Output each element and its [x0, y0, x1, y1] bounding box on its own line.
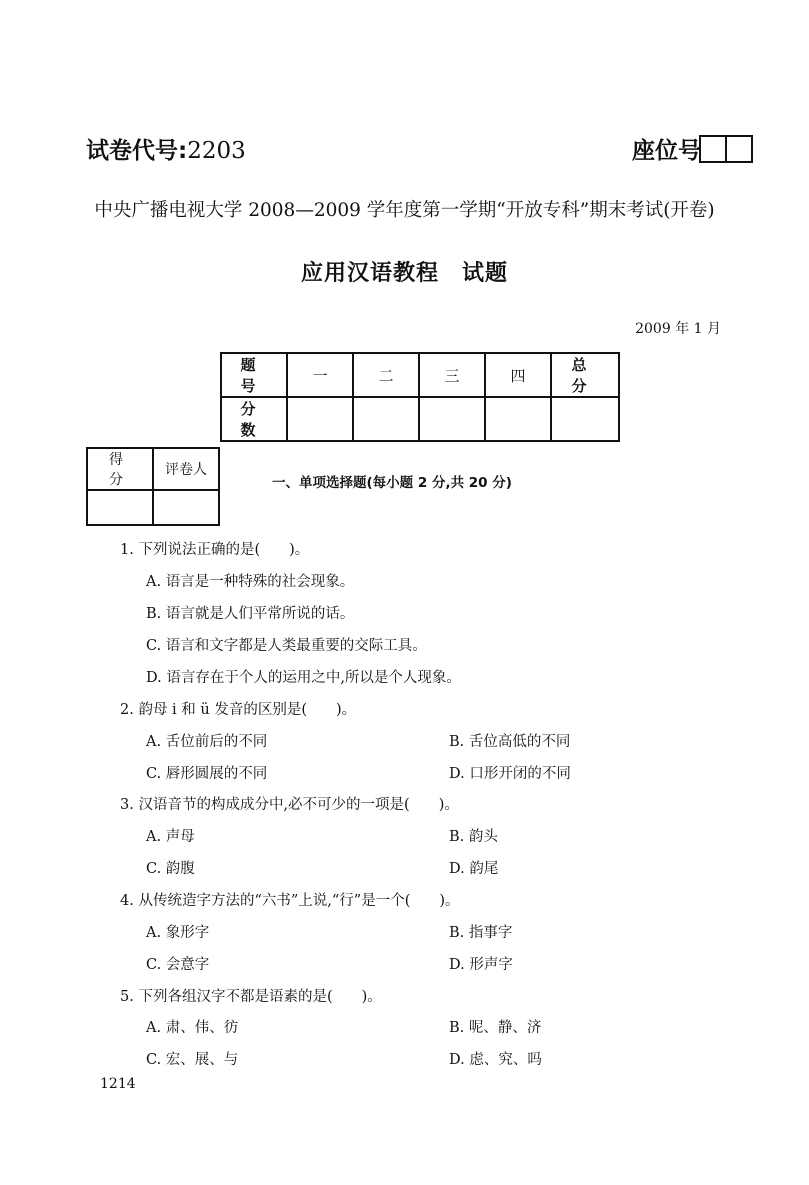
option: D. 口形开闭的不同 — [449, 766, 571, 782]
paper-code — [86, 132, 246, 165]
section-heading: 一、单项选择题(每小题 2 分,共 20 分) — [272, 475, 512, 491]
option: D. 虑、究、吗 — [449, 1052, 542, 1068]
option: C. 宏、展、与 — [146, 1052, 239, 1068]
option: C. 会意字 — [146, 957, 210, 973]
grader-name-label: 评卷人 — [153, 448, 219, 490]
seat-label: 座位号 — [632, 138, 701, 164]
grader-name-cell[interactable] — [153, 490, 219, 525]
option: A. 舌位前后的不同 — [146, 734, 268, 750]
score-table-cell: 四 — [485, 353, 551, 397]
paper-code-value: 2203 — [187, 138, 246, 164]
option: B. 语言就是人们平常所说的话。 — [146, 606, 355, 622]
option: C. 唇形圆展的不同 — [146, 766, 268, 782]
option: A. 象形字 — [146, 925, 210, 941]
option: A. 肃、伟、彷 — [146, 1020, 239, 1036]
score-table-header-row — [221, 353, 619, 397]
paper-code-label: 试卷代号: — [86, 138, 188, 164]
option: A. 声母 — [146, 829, 195, 845]
option: C. 语言和文字都是人类最重要的交际工具。 — [146, 638, 427, 654]
score-input-cell[interactable] — [419, 397, 485, 441]
score-table-cell: 一 — [287, 353, 353, 397]
exam-title: 中央广播电视大学 2008—2009 学年度第一学期“开放专科”期末考试(开卷) — [94, 200, 715, 221]
option: D. 形声字 — [449, 957, 513, 973]
option: D. 语言存在于个人的运用之中,所以是个人现象。 — [146, 670, 461, 686]
question-stem: 3. 汉语音节的构成成分中,必不可少的一项是( )。 — [120, 797, 459, 813]
score-table-cell: 二 — [353, 353, 419, 397]
option: A. 语言是一种特殊的社会现象。 — [146, 574, 355, 590]
subject-title: 应用汉语教程 试题 — [300, 261, 508, 286]
option: D. 韵尾 — [449, 861, 499, 877]
option: B. 呢、静、济 — [449, 1020, 542, 1036]
page-number: 1214 — [100, 1076, 136, 1092]
score-table — [220, 352, 626, 442]
exam-date: 2009 年 1 月 — [635, 321, 721, 337]
question-stem: 2. 韵母 i 和 ü 发音的区别是( )。 — [120, 702, 357, 718]
score-table-cell: 分 数 — [221, 397, 287, 441]
score-input-cell[interactable] — [485, 397, 551, 441]
grader-score-label: 得 分 — [87, 448, 153, 490]
grader-table — [86, 447, 220, 526]
score-input-cell[interactable] — [353, 397, 419, 441]
score-table-cell: 三 — [419, 353, 485, 397]
grader-score-cell[interactable] — [87, 490, 153, 525]
score-input-cell[interactable] — [287, 397, 353, 441]
question-stem: 4. 从传统造字方法的“六书”上说,“行”是一个( )。 — [120, 893, 460, 909]
seat-number — [632, 132, 753, 165]
question-stem: 1. 下列说法正确的是( )。 — [120, 542, 310, 558]
score-table-cell: 总 分 — [551, 353, 619, 397]
score-table-score-row — [221, 397, 619, 441]
seat-box-1[interactable] — [699, 135, 727, 163]
score-table-cell: 题 号 — [221, 353, 287, 397]
option: C. 韵腹 — [146, 861, 195, 877]
option: B. 舌位高低的不同 — [449, 734, 571, 750]
score-input-cell[interactable] — [551, 397, 619, 441]
question-stem: 5. 下列各组汉字不都是语素的是( )。 — [120, 989, 382, 1005]
seat-box-2[interactable] — [725, 135, 753, 163]
option: B. 指事字 — [449, 925, 513, 941]
option: B. 韵头 — [449, 829, 498, 845]
